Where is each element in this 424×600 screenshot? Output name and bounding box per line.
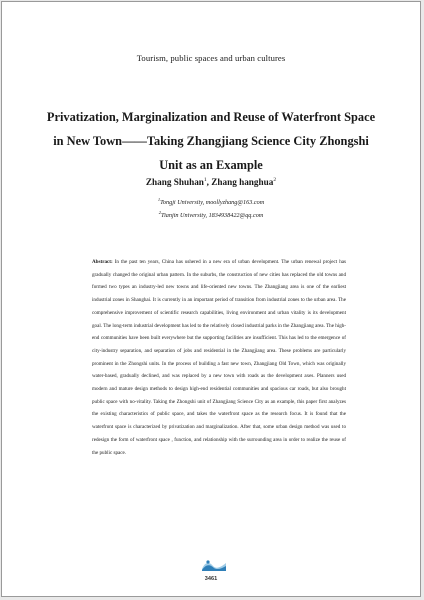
author-list	[2, 177, 420, 187]
affiliation-1-text: Tongji University, moollyzhang@163.com	[160, 199, 265, 207]
author-1-mark: 1	[203, 177, 207, 183]
page-number: 3461	[204, 576, 218, 582]
affiliation-2-mark: 2	[158, 210, 161, 215]
title-line-1: Privatization, Marginalization and Reuse of Waterfront Space	[46, 110, 376, 124]
running-head: Tourism, public spaces and urban cultures	[136, 53, 286, 63]
title-line-2: in New Town——Taking Zhangjiang Science City Zhongshi	[53, 134, 369, 148]
title-line-3: Unit as an Example	[159, 158, 263, 172]
affiliation-1-mark: 1	[157, 197, 161, 202]
affiliation-1	[2, 197, 420, 206]
author-separator: ,	[206, 177, 212, 188]
logo-dot	[206, 560, 209, 563]
abstract-label: Abstract:	[92, 259, 113, 265]
author-2-mark: 2	[273, 177, 277, 183]
abstract-text: In the past ten years, China has ushered in a new era of urban development. The urban renewal project has gradually changed the original urban pattern. In the suburbs, the construction of new cities has replaced the old towns and formed two types an industry-led new towns and life-oriented new towns. The Zhangjiang area is one of the earliest industrial zones in Shanghai. It is currently in an important period of transition from industrial zones to the urban area. The comprehensive improvement of scientific research capabilities, living environment and urban vitality is its development goal. The long-term industrial development has led to the relatively closed industrial parks in the Zhangjiang area. The high-end communities have been built everywhere but the supporting facilities are insufficient. This has led to the emergence of city-industry separation, and separation of jobs and residential in the Zhangjiang area. These problems are particularly prominent in the Zhongshi units. In the process of building a fast new town, Zhangjiang Old Town, which was originally water-based, gradually declined, and was replaced by a new town with roads as the development axes. Planners used modern and mature design methods to design high-end residential communities and spacious car roads, but also brought public space with no-vitality. Taking the Zhongshi unit of Zhangjiang Science City as an example, this paper first analyzes the existing characteristics of public space, and takes the waterfront space as the research focus. It is found that the waterfront space is characterized by privatization and marginalization. After that, some urban design method was used to redesign the form of waterfront space , function, and relationship with the surrounding area in order to realize the reuse of the public space.	[92, 259, 346, 456]
affiliation-2	[2, 210, 420, 219]
abstract-paragraph	[92, 256, 346, 459]
author-1-name: Zhang Shuhan	[145, 177, 204, 188]
paper-title	[22, 105, 400, 177]
conference-wave-logo-icon	[201, 559, 227, 571]
paper-page	[1, 1, 421, 597]
author-2-name: Zhang hanghua	[211, 177, 274, 188]
affiliation-2-text: Tianjin University, 1834938422@qq.com	[160, 212, 264, 220]
